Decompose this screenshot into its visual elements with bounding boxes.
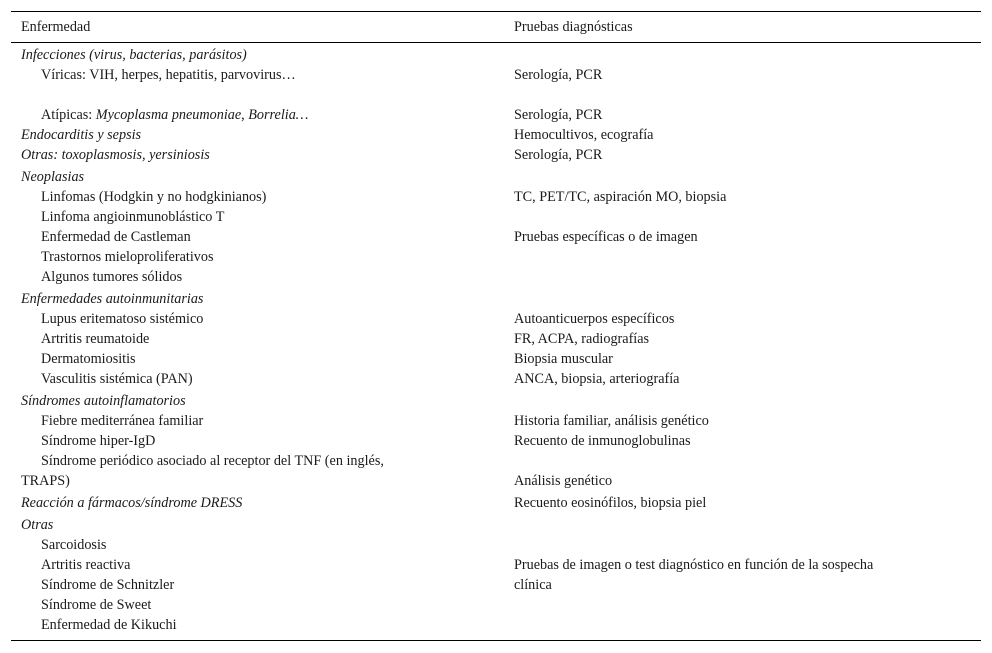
row-sarcoidosis: Sarcoidosis	[41, 537, 107, 553]
header-rule	[11, 42, 981, 43]
row-linfomas: Linfomas (Hodgkin y no hodgkinianos)	[41, 189, 267, 205]
test-dermatomiositis: Biopsia muscular	[514, 351, 613, 367]
test-fiebre-mediterranea: Historia familiar, análisis genético	[514, 413, 709, 429]
test-viricas: Serología, PCR	[514, 67, 603, 83]
row-dermatomiositis: Dermatomiositis	[41, 351, 136, 367]
test-endocarditis: Hemocultivos, ecografía	[514, 127, 654, 143]
test-artritis-reumatoide: FR, ACPA, radiografías	[514, 331, 650, 347]
row-castleman: Enfermedad de Castleman	[41, 229, 191, 245]
row-endocarditis: Endocarditis y sepsis	[21, 127, 142, 143]
atipicas-organisms: Mycoplasma pneumoniae, Borrelia…	[95, 107, 309, 123]
category-neoplasias: Neoplasias	[21, 169, 85, 185]
test-otras-line1: Pruebas de imagen o test diagnóstico en función de la sospecha	[514, 557, 874, 573]
test-linfomas: TC, PET/TC, aspiración MO, biopsia	[514, 189, 727, 205]
row-dress: Reacción a fármacos/síndrome DRESS	[21, 495, 243, 511]
category-autoinflamatorios: Síndromes autoinflamatorios	[21, 393, 186, 409]
row-artritis-reactiva: Artritis reactiva	[41, 557, 131, 573]
row-otras-infecciones: Otras: toxoplasmosis, yersiniosis	[21, 147, 210, 163]
row-atipicas	[41, 105, 308, 125]
row-artritis-reumatoide: Artritis reumatoide	[41, 331, 150, 347]
test-castleman: Pruebas específicas o de imagen	[514, 229, 698, 245]
row-viricas: Víricas: VIH, herpes, hepatitis, parvovirus…	[41, 67, 296, 83]
test-otras-infecciones: Serología, PCR	[514, 147, 603, 163]
atipicas-prefix: Atípicas:	[41, 107, 96, 123]
row-traps-line1: Síndrome periódico asociado al receptor del TNF (en inglés,	[41, 453, 384, 469]
row-hiper-igd: Síndrome hiper-IgD	[41, 433, 156, 449]
test-lupus: Autoanticuerpos específicos	[514, 311, 675, 327]
row-sweet: Síndrome de Sweet	[41, 597, 152, 613]
row-tumores-solidos: Algunos tumores sólidos	[41, 269, 183, 285]
row-mieloproliferativos: Trastornos mieloproliferativos	[41, 249, 214, 265]
row-lupus: Lupus eritematoso sistémico	[41, 311, 204, 327]
row-kikuchi: Enfermedad de Kikuchi	[41, 617, 177, 633]
row-schnitzler: Síndrome de Schnitzler	[41, 577, 175, 593]
header-disease: Enfermedad	[21, 19, 91, 35]
test-otras-line2: clínica	[514, 577, 552, 593]
header-tests: Pruebas diagnósticas	[514, 19, 633, 35]
row-linfoma-angio: Linfoma angioinmunoblástico T	[41, 209, 225, 225]
row-fiebre-mediterranea: Fiebre mediterránea familiar	[41, 413, 204, 429]
test-traps: Análisis genético	[514, 473, 613, 489]
table-top-rule	[11, 11, 981, 12]
table-bottom-rule	[11, 640, 981, 641]
test-hiper-igd: Recuento de inmunoglobulinas	[514, 433, 691, 449]
category-infecciones: Infecciones (virus, bacterias, parásitos)	[21, 47, 247, 63]
test-vasculitis: ANCA, biopsia, arteriografía	[514, 371, 680, 387]
row-traps-line2: TRAPS)	[21, 473, 70, 489]
test-dress: Recuento eosinófilos, biopsia piel	[514, 495, 707, 511]
test-atipicas: Serología, PCR	[514, 107, 603, 123]
row-vasculitis: Vasculitis sistémica (PAN)	[41, 371, 193, 387]
category-autoinmunitarias: Enfermedades autoinmunitarias	[21, 291, 204, 307]
category-otras: Otras	[21, 517, 54, 533]
